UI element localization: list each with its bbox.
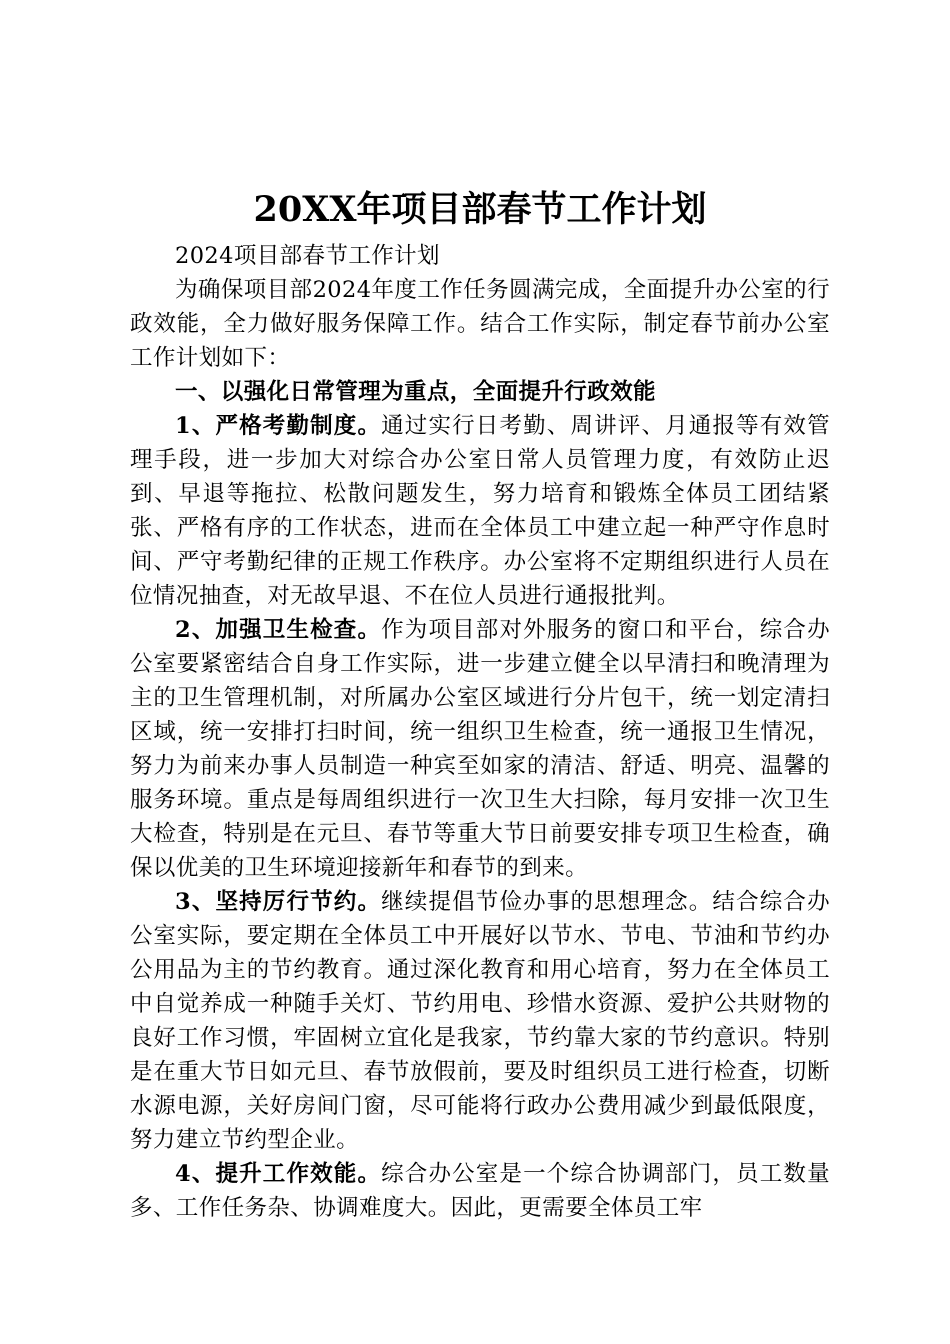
item-paragraph-1 bbox=[130, 409, 830, 613]
item-lead-1: 1、严格考勤制度。 bbox=[175, 413, 382, 439]
document-page bbox=[130, 185, 830, 1225]
item-text-1: 通过实行日考勤、周讲评、月通报等有效管理手段，进一步加大对综合办公室日常人员管理力度，有效防止迟到、早退等拖拉、松散问题发生，努力培育和锻炼全体员工团结紧张、严格有序的工作状态，进而在全体员工中建立起一种严守作息时间、严守考勤纪律的正规工作秩序。办公室将不定期组织进行人员在位情况抽查，对无故早退、不在位人员进行通报批判。 bbox=[130, 413, 830, 609]
section-heading: 一、以强化日常管理为重点，全面提升行政效能 bbox=[175, 379, 656, 405]
item-lead-3: 3、坚持厉行节约。 bbox=[175, 889, 382, 915]
item-lead-4: 4、提升工作效能。 bbox=[175, 1161, 382, 1187]
item-text-4: 综合办公室是一个综合协调部门，员工数量多、工作任务杂、协调难度大。因此，更需要全体员工牢 bbox=[130, 1161, 830, 1221]
item-text-2: 作为项目部对外服务的窗口和平台，综合办公室要紧密结合自身工作实际，进一步建立健全以早清扫和晚清理为主的卫生管理机制，对所属办公室区域进行分片包干，统一划定清扫区域，统一安排打扫时间，统一组织卫生检查，统一通报卫生情况，努力为前来办事人员制造一种宾至如家的清洁、舒适、明亮、温馨的服务环境。重点是每周组织进行一次卫生大扫除，每月安排一次卫生大检查，特别是在元旦、春节等重大节日前要安排专项卫生检查，确保以优美的卫生环境迎接新年和春节的到来。 bbox=[130, 617, 830, 881]
document-title: 20XX年项目部春节工作计划 bbox=[253, 189, 707, 230]
document-subtitle: 2024项目部春节工作计划 bbox=[175, 243, 440, 269]
intro-paragraph: 为确保项目部2024年度工作任务圆满完成，全面提升办公室的行政效能，全力做好服务保障工作。结合工作实际，制定春节前办公室工作计划如下： bbox=[130, 277, 830, 371]
item-paragraph-3 bbox=[130, 885, 830, 1157]
item-lead-2: 2、加强卫生检查。 bbox=[175, 617, 382, 643]
item-text-3: 继续提倡节俭办事的思想理念。结合综合办公室实际，要定期在全体员工中开展好以节水、节电、节油和节约办公用品为主的节约教育。通过深化教育和用心培育，努力在全体员工中自觉养成一种随手关灯、节约用电、珍惜水资源、爱护公共财物的良好工作习惯，牢固树立宜化是我家，节约靠大家的节约意识。特别是在重大节日如元旦、春节放假前，要及时组织员工进行检查，切断水源电源，关好房间门窗，尽可能将行政办公费用减少到最低限度，努力建立节约型企业。 bbox=[130, 889, 830, 1153]
item-paragraph-4 bbox=[130, 1157, 830, 1225]
item-paragraph-2 bbox=[130, 613, 830, 885]
